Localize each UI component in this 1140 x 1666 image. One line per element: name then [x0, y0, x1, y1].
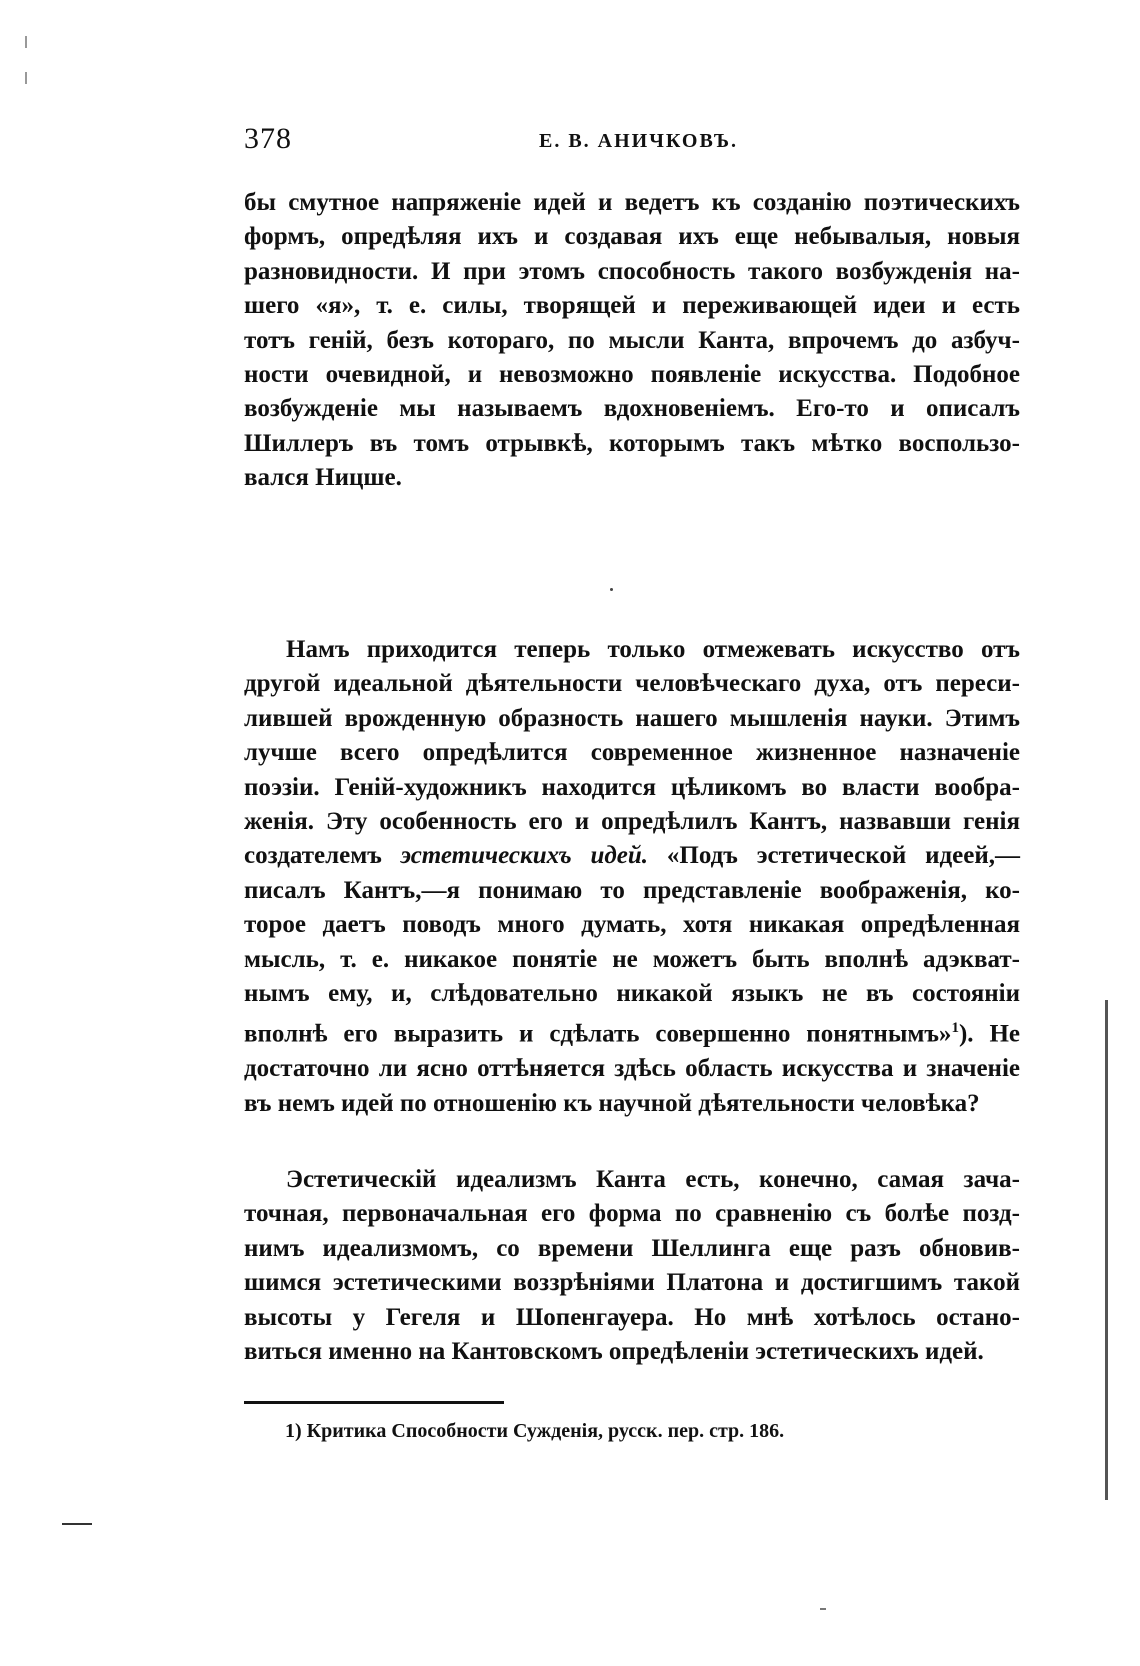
running-head: Е. В. АНИЧКОВЪ.: [539, 130, 739, 152]
text-line: тотъ геній, безъ котораго, по мысли Канта, впрочемъ до азбуч-: [244, 326, 1020, 354]
text-line: формъ, опредѣляя ихъ и создавая ихъ еще небывалыя, новыя: [244, 223, 1020, 251]
text-line: шимся эстетическими воззрѣніями Платона и достигшимъ такой: [244, 1269, 1020, 1297]
text-line: достаточно ли ясно оттѣняется здѣсь область искусства и значеніе: [244, 1055, 1020, 1083]
page-number: 378: [244, 122, 292, 155]
scan-artifact-tick: [25, 36, 27, 48]
footnote: 1) Критика Способности Сужденія, русск. пер. стр. 186.: [285, 1420, 785, 1442]
text-line: ности очевидной, и невозможно появленіе искусства. Подобное: [244, 361, 1020, 389]
text-line: торое даетъ поводъ много думать, хотя никакая опредѣленная: [244, 911, 1020, 939]
text-line: бы смутное напряженіе идей и ведетъ къ созданію поэтическихъ: [244, 189, 1020, 216]
text-line: писалъ Кантъ,—я понимаю то представленіе воображенія, ко-: [244, 876, 1020, 904]
text-segment: вполнѣ его выразить и сдѣлать совершенно понятнымъ»: [244, 1020, 952, 1048]
scan-artifact-dash: [62, 1523, 92, 1525]
text-line: разновидности. И при этомъ способность такого возбужденія на-: [244, 257, 1020, 285]
text-line: точная, первоначальная его форма по сравненію съ болѣе позд-: [244, 1200, 1020, 1228]
text-line: возбужденіе мы называемъ вдохновеніемъ. Его-то и описалъ: [244, 395, 1020, 423]
text-line: виться именно на Кантовскомъ опредѣленіи эстетическихъ идей.: [244, 1338, 984, 1366]
italic-term: эстетическихъ идей.: [400, 842, 649, 870]
text-segment: «Подъ эстетической идеей,—: [648, 842, 1021, 870]
text-line: высоты у Гегеля и Шопенгауера. Но мнѣ хотѣлось остано-: [244, 1303, 1020, 1331]
text-line: шего «я», т. е. силы, творящей и переживающей идеи и есть: [244, 292, 1020, 320]
text-line-with-italic: [244, 839, 1020, 873]
scan-artifact-tick: [25, 72, 27, 84]
text-line: лившей врожденную образность нашего мышленія науки. Этимъ: [244, 704, 1020, 732]
page-header: [244, 122, 1024, 162]
paragraph-2: [244, 633, 1020, 1121]
text-line: Намъ приходится теперь только отмежевать искусство отъ: [286, 636, 1020, 663]
footnote-separator: [244, 1401, 504, 1404]
scan-speck: [610, 588, 613, 591]
text-line: нымъ ему, и, слѣдовательно никакой языкъ не въ состояніи: [244, 980, 1020, 1008]
text-line: Эстетическій идеализмъ Канта есть, конечно, самая зача-: [286, 1166, 1020, 1193]
footnote-reference[interactable]: 1: [951, 1020, 959, 1037]
text-line: Шиллеръ въ томъ отрывкѣ, которымъ такъ мѣтко воспользо-: [244, 429, 1020, 457]
scan-artifact-edge: [1105, 1000, 1108, 1500]
text-line-with-footnote-ref: [244, 1011, 1020, 1052]
text-line: вался Ницше.: [244, 464, 402, 492]
scan-artifact-dot: [820, 1608, 826, 1610]
paragraph-3: [244, 1163, 1020, 1369]
text-line: мысль, т. е. никакое понятіе не можетъ быть вполнѣ адэкват-: [244, 945, 1020, 973]
text-line: въ немъ идей по отношенію къ научной дѣятельности человѣка?: [244, 1089, 980, 1117]
text-line: нимъ идеализмомъ, со времени Шеллинга еще разъ обновив-: [244, 1234, 1020, 1262]
paragraph-1: [244, 186, 1020, 496]
text-line: поэзіи. Геній-художникъ находится цѣликомъ во власти вообра-: [244, 773, 1020, 801]
text-segment: создателемъ: [244, 842, 401, 870]
text-line: женія. Эту особенность его и опредѣлилъ Кантъ, назвавши генія: [244, 808, 1020, 836]
text-segment: ). Не: [958, 1020, 1020, 1048]
text-line: лучше всего опредѣлится современное жизненное назначеніе: [244, 739, 1020, 767]
text-line: другой идеальной дѣятельности человѣческаго духа, отъ переси-: [244, 670, 1020, 698]
